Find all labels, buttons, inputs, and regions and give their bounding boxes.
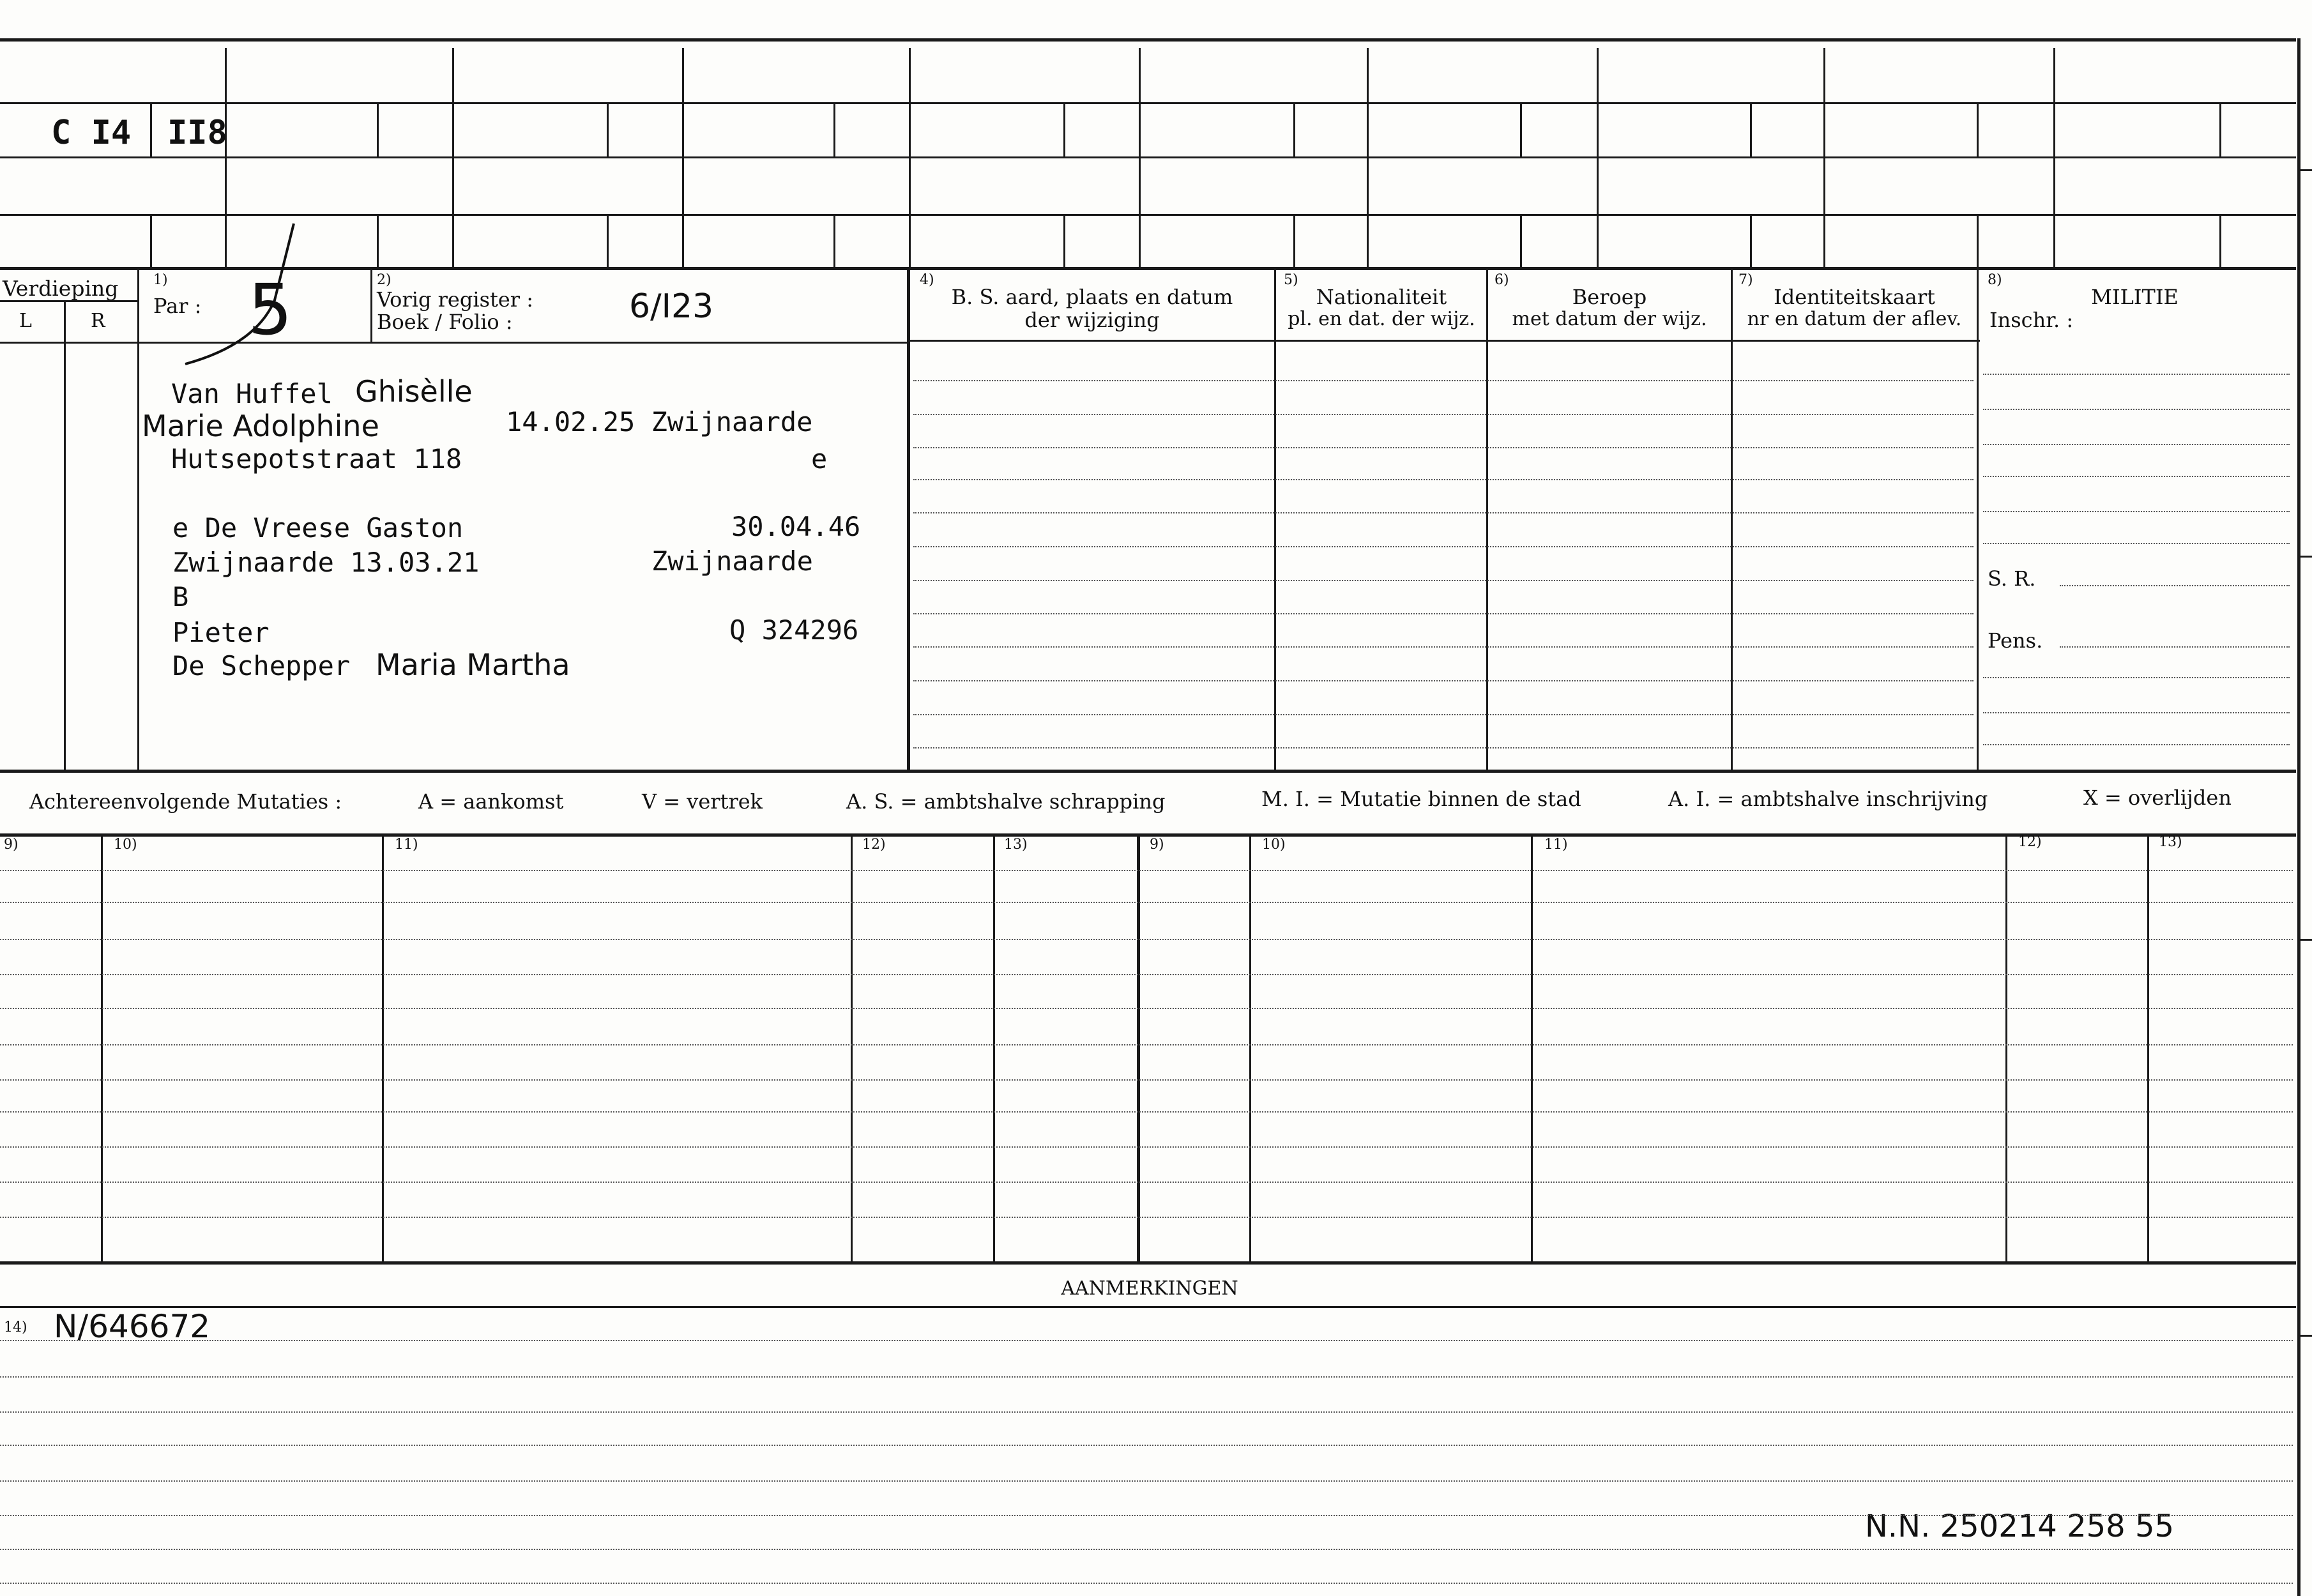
remarks-num: 14): [4, 1319, 27, 1335]
col5-line1: Nationaliteit: [1316, 285, 1447, 309]
person-spouse-birth: Zwijnaarde 13.03.21: [172, 547, 480, 578]
col7-line1: Identiteitskaart: [1774, 285, 1935, 309]
mut-col-11b: 11): [1544, 837, 1568, 853]
militie-pens: Pens.: [1988, 628, 2043, 653]
mutations-title: Achtereenvolgende Mutaties :: [29, 789, 342, 814]
mutation-a: A = aankomst: [418, 789, 564, 814]
person-nationality: B: [172, 581, 189, 612]
mutation-ai: A. I. = ambtshalve inschrijving: [1668, 787, 1988, 811]
person-mark-e: e: [811, 443, 828, 475]
mutation-v: V = vertrek: [642, 789, 763, 814]
person-spouse: e De Vreese Gaston: [172, 512, 464, 543]
mutation-mi: M. I. = Mutatie binnen de stad: [1261, 787, 1581, 811]
col6-line1: Beroep: [1572, 285, 1647, 309]
person-marriage-place: Zwijnaarde: [651, 545, 813, 577]
mut-col-10b: 10): [1262, 837, 1286, 853]
col6-line2: met datum der wijz.: [1512, 308, 1707, 330]
person-firstname: Ghisèlle: [355, 374, 473, 409]
col7-num: 7): [1738, 272, 1753, 288]
remarks-divider: [0, 1306, 2296, 1308]
mut-col-12b: 12): [2018, 834, 2042, 850]
mut-col-10a: 10): [114, 837, 137, 853]
verdieping-label: Verdieping: [3, 276, 119, 301]
col5-num: 5): [1284, 272, 1298, 288]
col5-line2: pl. en dat. der wijz.: [1288, 308, 1475, 330]
code-right: II8: [167, 114, 227, 152]
militie-title: MILITIE: [2091, 285, 2179, 309]
vorig-value: 6/I23: [629, 287, 714, 326]
person-marriage-date: 30.04.46: [731, 511, 861, 542]
vorig-label-1: Vorig register :: [377, 287, 534, 312]
col4-num: 4): [920, 272, 934, 288]
col6-num: 6): [1494, 272, 1509, 288]
person-surname: Van Huffel: [171, 378, 333, 409]
mut-col-9a: 9): [4, 837, 19, 853]
mut-col-13a: 13): [1004, 837, 1028, 853]
person-id-no: Q 324296: [729, 614, 859, 646]
mutation-x: X = overlijden: [2083, 786, 2232, 810]
mutation-as: A. S. = ambtshalve schrapping: [846, 789, 1166, 814]
person-middle: Marie Adolphine: [142, 409, 379, 443]
remarks-value: N/646672: [54, 1308, 211, 1345]
person-father: Pieter: [172, 617, 270, 648]
person-mother: De Schepper: [172, 650, 351, 681]
militie-inschr: Inschr. :: [1989, 308, 2074, 332]
mut-col-9b: 9): [1150, 837, 1164, 853]
mut-col-12a: 12): [862, 837, 886, 853]
col7-line2: nr en datum der aflev.: [1747, 308, 1962, 330]
mut-col-13b: 13): [2159, 834, 2182, 850]
person-mother-first: Maria Martha: [376, 648, 570, 682]
remarks-title: AANMERKINGEN: [1061, 1277, 1238, 1300]
par-label: Par :: [153, 294, 202, 318]
col8-num: 8): [1988, 272, 2002, 288]
verdieping-left: L: [19, 310, 32, 332]
vorig-label-2: Boek / Folio :: [377, 310, 513, 334]
code-left: C I4: [51, 114, 132, 152]
par-mark: 5: [248, 269, 293, 351]
par-stroke-icon: [179, 217, 307, 383]
vorig-num: 2): [377, 272, 392, 288]
person-street: Hutsepotstraat 118: [171, 443, 462, 475]
verdieping-right: R: [91, 310, 105, 332]
person-birth: 14.02.25 Zwijnaarde: [506, 406, 813, 437]
mut-col-11a: 11): [395, 837, 418, 853]
par-num: 1): [153, 272, 168, 288]
col4-line2: der wijziging: [1024, 308, 1160, 332]
remarks-nn: N.N. 250214 258 55: [1865, 1509, 2175, 1544]
col4-line1: B. S. aard, plaats en datum: [951, 285, 1233, 309]
militie-sr: S. R.: [1988, 566, 2036, 591]
